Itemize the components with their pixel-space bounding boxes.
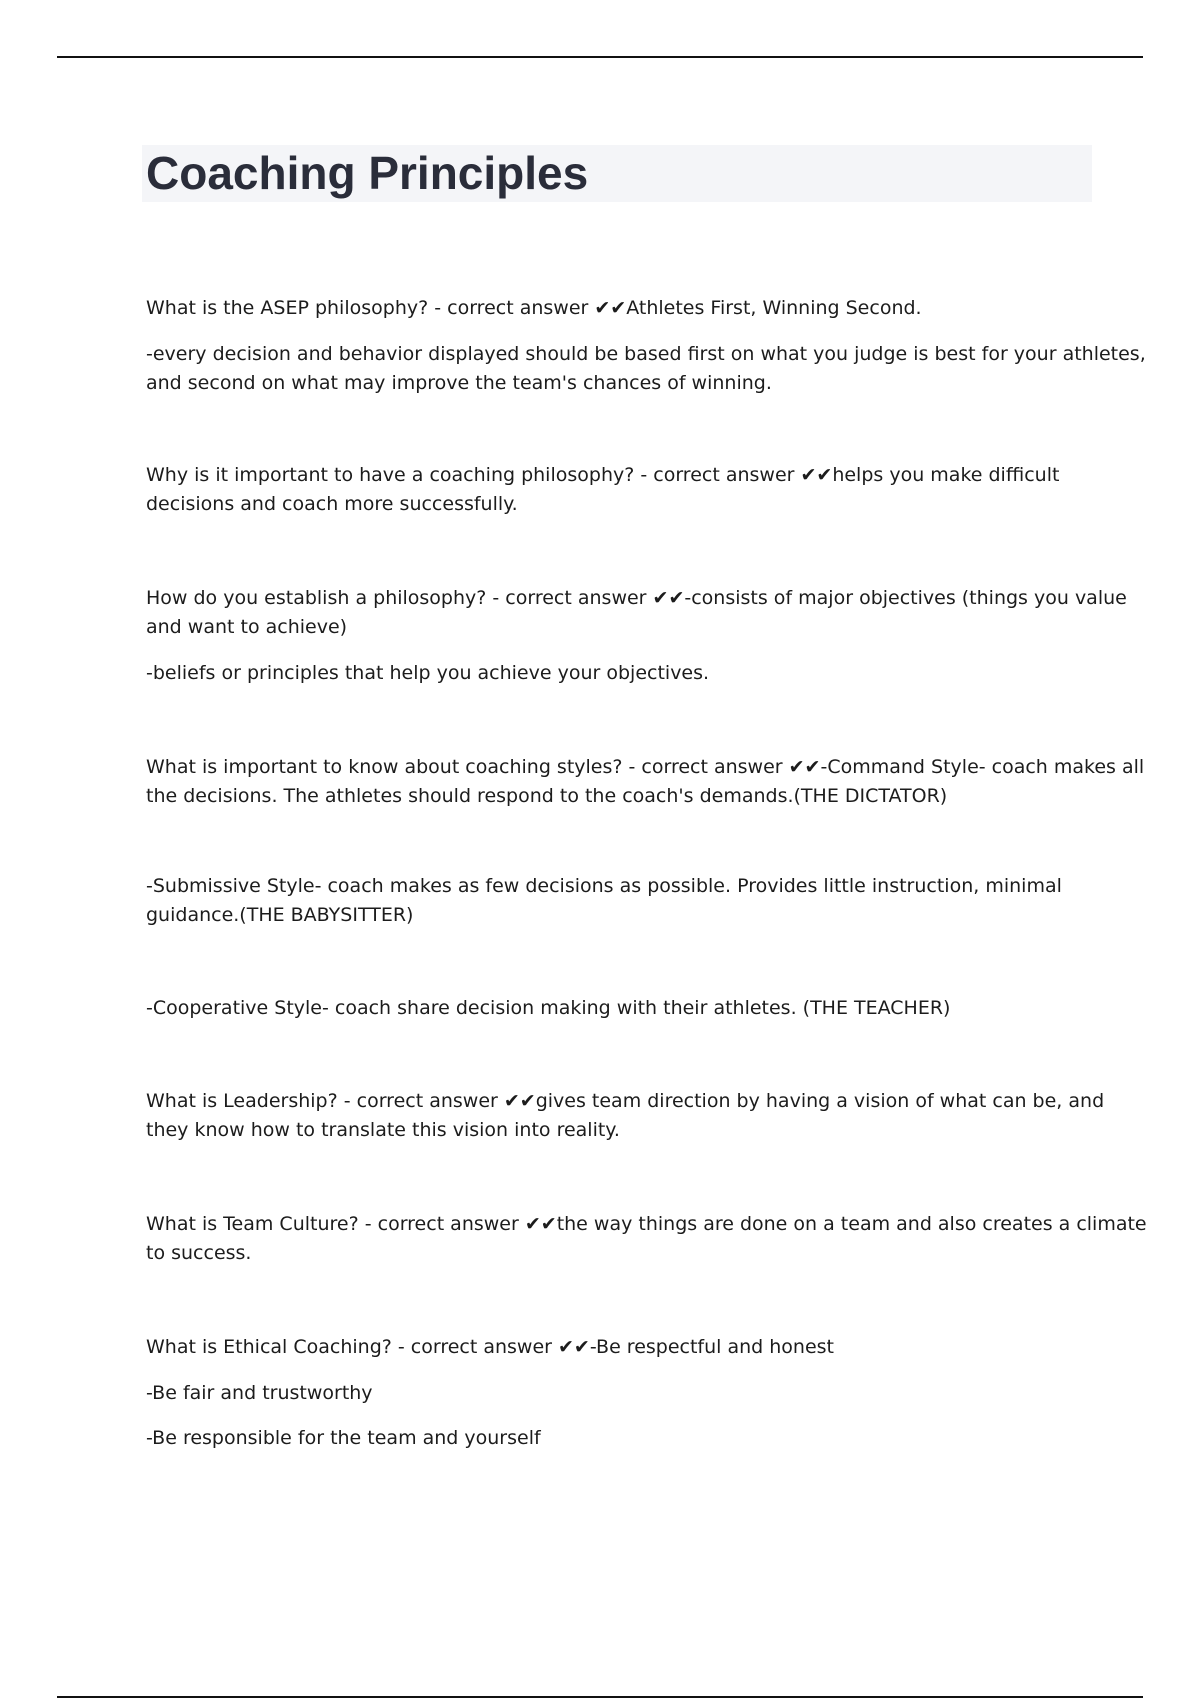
qa-detail-cooperative [146, 994, 1096, 1023]
text-line: What is important to know about coaching styles? - correct answer ✔✔-Command Style- coach makes all [146, 756, 1145, 778]
qa-detail-asep [146, 340, 1146, 398]
top-rule [57, 56, 1143, 58]
text-line: the decisions. The athletes should respond to the coach's demands.(THE DICTATOR) [146, 785, 948, 807]
text-line: What is Team Culture? - correct answer ✔✔the way things are done on a team and also creates a climate [146, 1213, 1147, 1235]
qa-detail-beliefs [146, 659, 1096, 688]
qa-item-ethical-coaching [146, 1333, 1096, 1362]
text-line: What is the ASEP philosophy? - correct answer ✔✔Athletes First, Winning Second. [146, 297, 922, 319]
text-line: -Be responsible for the team and yourself [146, 1427, 541, 1449]
text-line: -Submissive Style- coach makes as few decisions as possible. Provides little instruction, minimal [146, 875, 1062, 897]
text-line: What is Ethical Coaching? - correct answer ✔✔-Be respectful and honest [146, 1336, 835, 1358]
text-line: What is Leadership? - correct answer ✔✔gives team direction by having a vision of what can be, and [146, 1090, 1105, 1112]
text-line: -beliefs or principles that help you achieve your objectives. [146, 662, 710, 684]
text-line: -every decision and behavior displayed should be based first on what you judge is best for your athletes, [146, 343, 1146, 365]
text-line: How do you establish a philosophy? - correct answer ✔✔-consists of major objectives (things you value [146, 587, 1127, 609]
qa-detail-submissive [146, 872, 1096, 930]
page-title: Coaching Principles [146, 147, 589, 199]
text-line: Why is it important to have a coaching philosophy? - correct answer ✔✔helps you make difficult [146, 464, 1060, 486]
text-line: and want to achieve) [146, 616, 348, 638]
text-line: to success. [146, 1242, 252, 1264]
qa-item-why-philosophy [146, 461, 1096, 519]
qa-item-asep-philosophy [146, 294, 1096, 323]
qa-item-leadership [146, 1087, 1105, 1145]
text-line: decisions and coach more successfully. [146, 493, 518, 515]
text-line: guidance.(THE BABYSITTER) [146, 904, 414, 926]
qa-item-establish-philosophy [146, 584, 1127, 642]
bottom-rule [57, 1696, 1143, 1698]
qa-item-coaching-styles [146, 753, 1145, 811]
qa-detail-fair [146, 1379, 1096, 1408]
qa-item-team-culture [146, 1210, 1147, 1268]
qa-detail-responsible [146, 1424, 1096, 1453]
text-line: -Be fair and trustworthy [146, 1382, 373, 1404]
text-line: -Cooperative Style- coach share decision making with their athletes. (THE TEACHER) [146, 997, 951, 1019]
text-line: and second on what may improve the team's chances of winning. [146, 372, 772, 394]
text-line: they know how to translate this vision into reality. [146, 1119, 620, 1141]
